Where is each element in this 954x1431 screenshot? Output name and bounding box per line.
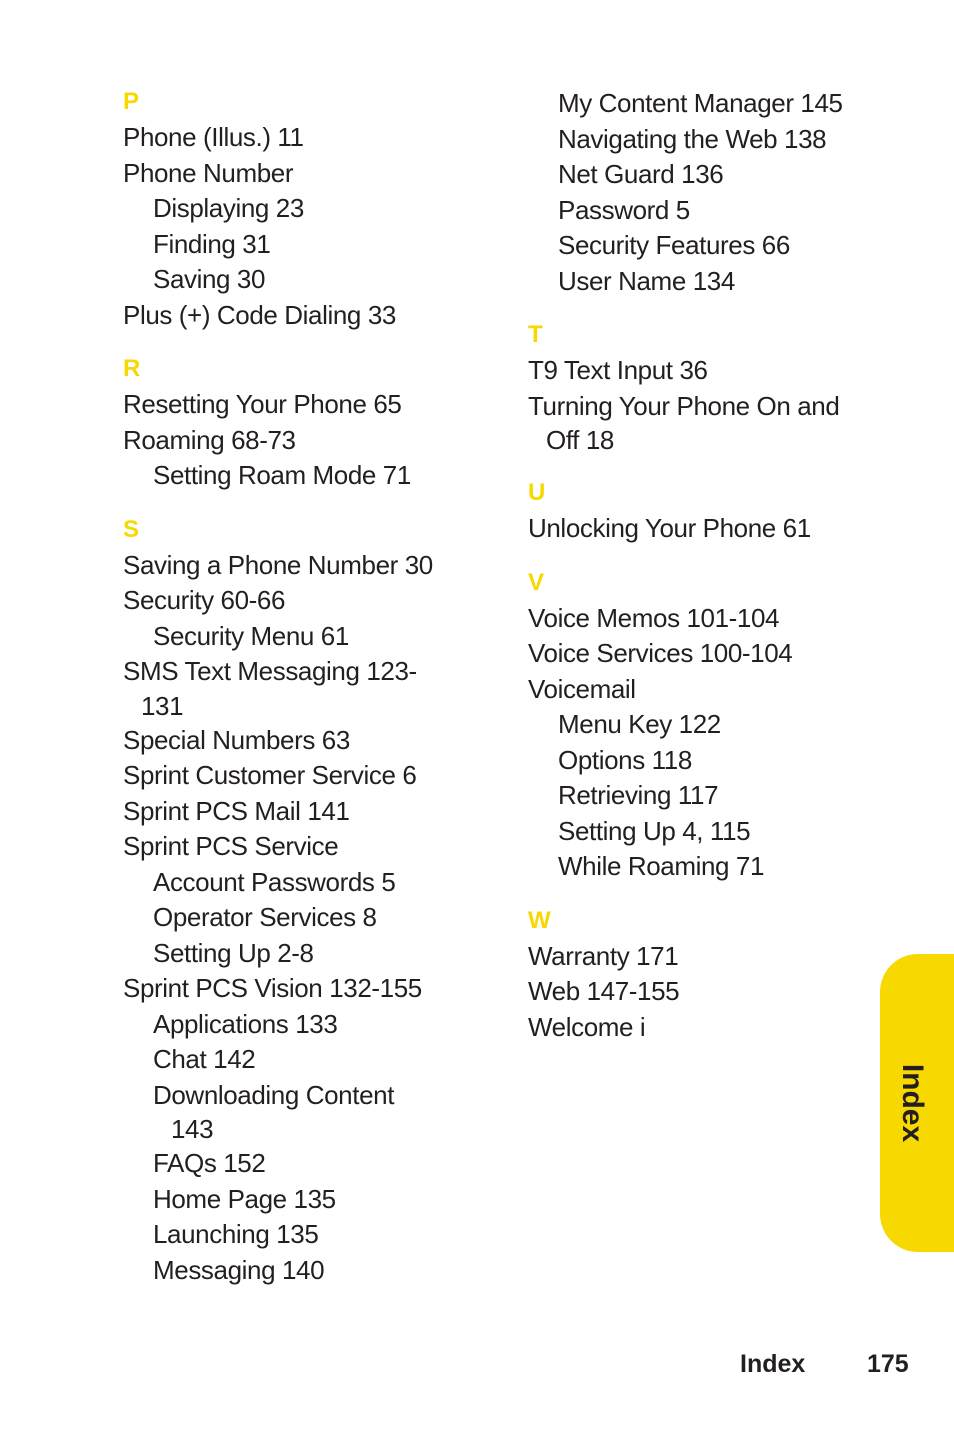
index-entry bbox=[123, 971, 503, 1007]
section-letter: W bbox=[528, 906, 551, 934]
entry-text: Phone (Illus.) 11 bbox=[123, 122, 304, 152]
entry-text: Roaming 68-73 bbox=[123, 424, 296, 455]
index-column-left bbox=[123, 86, 503, 1308]
index-section bbox=[123, 353, 503, 494]
entry-text: Setting Up 4, 115 bbox=[558, 815, 751, 846]
index-entry bbox=[528, 353, 868, 389]
index-subentry bbox=[528, 814, 868, 850]
index-entry bbox=[123, 723, 503, 759]
index-entry bbox=[528, 672, 868, 708]
index-subentry bbox=[528, 157, 868, 193]
entry-text: FAQs 152 bbox=[153, 1148, 266, 1178]
index-column-right bbox=[528, 86, 868, 1065]
index-section bbox=[528, 477, 868, 547]
entry-text: T9 Text Input 36 bbox=[528, 355, 708, 385]
index-subentry bbox=[528, 778, 868, 814]
entry-text: Sprint Customer Service 6 bbox=[123, 760, 417, 790]
entry-text: Account Passwords 5 bbox=[153, 866, 396, 897]
index-entry bbox=[528, 601, 868, 637]
entry-text: Chat 142 bbox=[153, 1044, 256, 1074]
entry-text: Turning Your Phone On and bbox=[528, 390, 840, 421]
index-subentry bbox=[123, 1146, 503, 1182]
index-entry bbox=[528, 511, 868, 547]
index-subentry bbox=[528, 743, 868, 779]
index-entry bbox=[123, 758, 503, 794]
index-subentry bbox=[123, 227, 503, 263]
index-entry bbox=[123, 423, 503, 459]
index-entry bbox=[528, 389, 868, 458]
index-subentry bbox=[123, 191, 503, 227]
entry-continuation: 131 bbox=[141, 690, 184, 721]
index-subentry bbox=[123, 936, 503, 972]
index-subentry bbox=[528, 122, 868, 158]
index-entry bbox=[123, 654, 503, 723]
entry-text: Saving 30 bbox=[153, 264, 266, 294]
index-section bbox=[528, 905, 868, 1046]
index-subentry bbox=[123, 1042, 503, 1078]
entry-text: Messaging 140 bbox=[153, 1254, 325, 1285]
index-subentry bbox=[123, 1182, 503, 1218]
index-tab-label: Index bbox=[896, 1063, 929, 1143]
entry-text: Voicemail bbox=[528, 673, 636, 704]
entry-text: Warranty 171 bbox=[528, 940, 679, 971]
entry-text: Voice Memos 101-104 bbox=[528, 602, 780, 633]
entry-text: Applications 133 bbox=[153, 1008, 338, 1039]
entry-text: SMS Text Messaging 123- bbox=[123, 656, 417, 686]
index-subentry bbox=[528, 193, 868, 229]
index-subentry bbox=[123, 262, 503, 298]
index-section bbox=[528, 86, 868, 299]
index-subentry bbox=[123, 1078, 503, 1147]
index-entry bbox=[123, 120, 503, 156]
index-entry bbox=[123, 548, 503, 584]
index-entry bbox=[528, 636, 868, 672]
entry-text: Sprint PCS Service bbox=[123, 831, 339, 861]
index-subentry bbox=[123, 865, 503, 901]
entry-text: Displaying 23 bbox=[153, 193, 304, 223]
index-entry bbox=[123, 829, 503, 865]
entry-text: Unlocking Your Phone 61 bbox=[528, 513, 811, 543]
entry-text: Navigating the Web 138 bbox=[558, 123, 827, 154]
entry-text: While Roaming 71 bbox=[558, 851, 765, 881]
section-letter: U bbox=[528, 479, 546, 506]
index-subentry bbox=[528, 228, 868, 264]
index-subentry bbox=[528, 264, 868, 300]
entry-text: Sprint PCS Vision 132-155 bbox=[123, 973, 422, 1003]
index-section bbox=[123, 514, 503, 1289]
index-subentry bbox=[123, 458, 503, 494]
entry-text: Phone Number bbox=[123, 157, 294, 188]
index-entry bbox=[528, 1010, 868, 1046]
entry-text: Options 118 bbox=[558, 744, 692, 775]
entry-text: Security Features 66 bbox=[558, 230, 790, 260]
entry-text: Launching 135 bbox=[153, 1219, 319, 1249]
entry-text: Net Guard 136 bbox=[558, 159, 724, 189]
index-subentry bbox=[123, 1007, 503, 1043]
index-section bbox=[528, 567, 868, 885]
index-subentry bbox=[528, 849, 868, 885]
index-entry bbox=[123, 583, 503, 619]
index-subentry bbox=[123, 1253, 503, 1289]
section-letter: R bbox=[123, 355, 141, 382]
entry-text: Security 60-66 bbox=[123, 585, 286, 615]
entry-text: Password 5 bbox=[558, 194, 690, 225]
entry-text: Resetting Your Phone 65 bbox=[123, 389, 402, 419]
section-letter: T bbox=[528, 321, 543, 348]
index-subentry bbox=[123, 619, 503, 655]
entry-text: Security Menu 61 bbox=[153, 620, 349, 651]
entry-text: Home Page 135 bbox=[153, 1183, 336, 1214]
entry-text: Voice Services 100-104 bbox=[528, 638, 793, 668]
page-number: 175 bbox=[867, 1350, 909, 1378]
entry-continuation: Off 18 bbox=[546, 425, 614, 455]
entry-text: Setting Roam Mode 71 bbox=[153, 460, 411, 490]
entry-text: Menu Key 122 bbox=[558, 709, 721, 739]
index-subentry bbox=[528, 86, 868, 122]
entry-text: My Content Manager 145 bbox=[558, 88, 843, 118]
index-subentry bbox=[528, 707, 868, 743]
section-letter: V bbox=[528, 568, 545, 596]
index-entry bbox=[123, 298, 503, 334]
index-entry bbox=[528, 974, 868, 1010]
section-letter: S bbox=[123, 515, 140, 543]
entry-text: Operator Services 8 bbox=[153, 902, 377, 932]
entry-text: User Name 134 bbox=[558, 265, 735, 296]
entry-text: Downloading Content bbox=[153, 1079, 395, 1110]
index-section bbox=[528, 319, 868, 457]
index-entry bbox=[123, 156, 503, 192]
index-entry bbox=[123, 794, 503, 830]
index-subentry bbox=[123, 1217, 503, 1253]
entry-text: Finding 31 bbox=[153, 228, 271, 259]
entry-text: Sprint PCS Mail 141 bbox=[123, 795, 350, 826]
index-subentry bbox=[123, 900, 503, 936]
entry-text: Retrieving 117 bbox=[558, 780, 719, 810]
entry-text: Setting Up 2-8 bbox=[153, 937, 314, 968]
entry-text: Welcome i bbox=[528, 1011, 646, 1042]
index-entry bbox=[528, 939, 868, 975]
entry-text: Saving a Phone Number 30 bbox=[123, 549, 433, 580]
index-section bbox=[123, 86, 503, 333]
section-letter: P bbox=[123, 88, 140, 115]
entry-continuation: 143 bbox=[171, 1114, 214, 1144]
footer-section-label: Index bbox=[740, 1350, 806, 1378]
entry-text: Plus (+) Code Dialing 33 bbox=[123, 299, 396, 330]
index-entry bbox=[123, 387, 503, 423]
entry-text: Special Numbers 63 bbox=[123, 724, 350, 755]
entry-text: Web 147-155 bbox=[528, 976, 680, 1006]
